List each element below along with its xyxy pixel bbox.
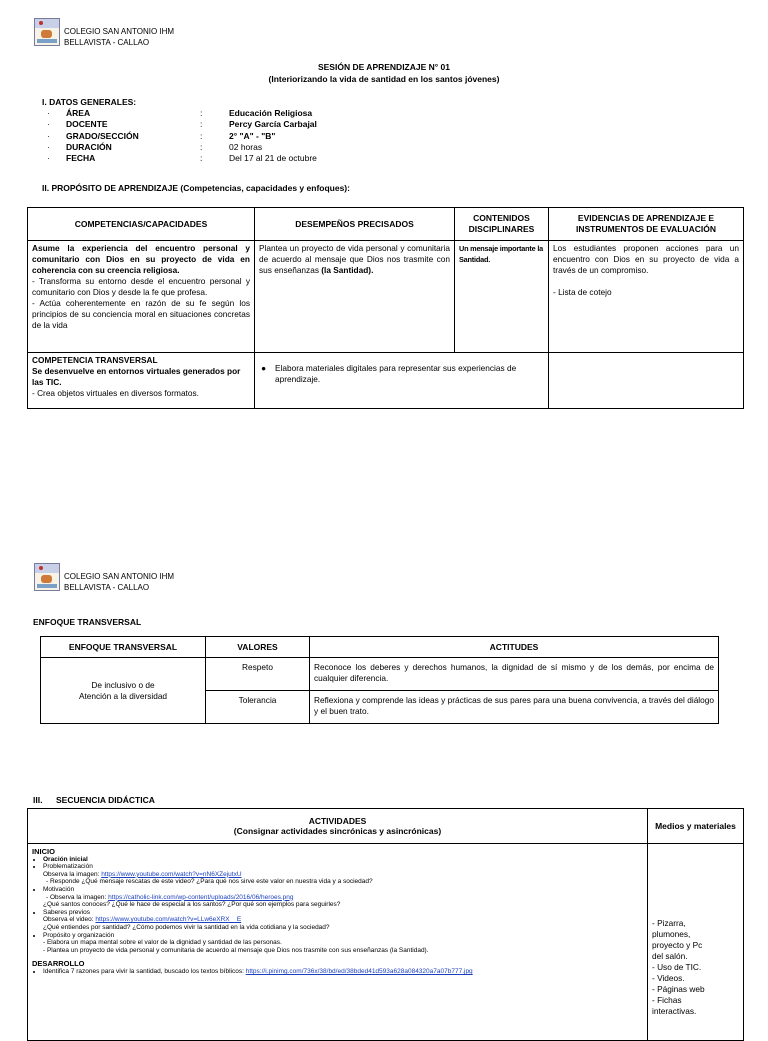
general-data-list xyxy=(47,108,447,164)
phase-desarrollo: DESARROLLO xyxy=(32,959,85,969)
enfoque-heading: ENFOQUE TRANSVERSAL xyxy=(33,617,142,627)
attitude-cell: Reflexiona y comprende las ideas y prácticas de sus pares para una buena convivencia, a través del diálogo y el buen trato. xyxy=(310,691,719,724)
general-value: Del 17 al 21 de octubre xyxy=(229,153,317,164)
general-colon: : xyxy=(200,108,203,118)
competency-text: Asume la experiencia del encuentro personal y comunitario con Dios en su proyecto de vida en coherencia con su creencia religiosa. xyxy=(32,243,250,275)
instrument-text: - Lista de cotejo xyxy=(553,287,612,297)
header-competencies: COMPETENCIAS/CAPACIDADES xyxy=(28,208,255,241)
transversal-competency: Se desenvuelve en entornos virtuales generados por las TIC. xyxy=(32,366,241,387)
general-label: ÁREA xyxy=(66,108,91,118)
list-item xyxy=(43,886,643,909)
transversal-performance: Elabora materiales digitales para representar sus experiencias de aprendizaje. xyxy=(275,363,517,384)
transversal-competency-cell xyxy=(28,353,255,409)
enfoque-name-cell xyxy=(41,658,206,724)
image-link[interactable]: https://catholic-link.com/wp-content/uploads/2016/06/heroes.png xyxy=(108,893,294,901)
attitude-cell: Reconoce los deberes y derechos humanos, la dignidad de sí mismo y de los demás, por encima de cualquier diferencia. xyxy=(310,658,719,691)
list-item xyxy=(43,968,643,976)
desarrollo-list xyxy=(32,968,643,976)
general-row xyxy=(47,108,447,119)
general-label: GRADO/SECCIÓN xyxy=(66,130,139,141)
list-item xyxy=(43,909,643,932)
school-logo xyxy=(34,563,60,591)
table-row xyxy=(28,241,744,353)
list-item: • Oración inicial xyxy=(43,856,643,864)
media-item: del salón. xyxy=(652,951,688,961)
session-title: SESIÓN DE APRENDIZAJE N° 01 xyxy=(317,62,451,72)
transversal-performance-cell xyxy=(255,353,549,409)
general-row xyxy=(47,142,447,153)
value-cell: Respeto xyxy=(206,658,310,691)
item-title: • Propósito y organización xyxy=(43,931,115,939)
table-header-row xyxy=(28,208,744,241)
item-text: Identifica 7 razones para vivir la santidad, buscado los textos bíblicos: xyxy=(43,967,244,975)
activities-cell xyxy=(28,844,648,1041)
general-value: 2° "A" - "B" xyxy=(229,130,276,141)
general-colon: : xyxy=(200,119,203,130)
media-item: interactivas. xyxy=(652,1006,697,1016)
header-contents: CONTENIDOS DISCIPLINARES xyxy=(455,208,549,241)
header-performances: DESEMPEÑOS PRECISADOS xyxy=(255,208,455,241)
table-header-row xyxy=(41,637,719,658)
bullet: · xyxy=(47,141,50,152)
image-link[interactable]: https://i.pinimg.com/736x/38/bd/ed/38bded41d593a628a084320a7a07b777.jpg xyxy=(245,967,473,975)
bullet: · xyxy=(47,153,50,164)
table-header-row xyxy=(28,809,744,844)
performance-bold: (la Santidad). xyxy=(321,265,374,275)
sequence-table xyxy=(27,808,744,1041)
general-row xyxy=(47,119,447,130)
general-label: FECHA xyxy=(66,153,96,164)
inicio-list xyxy=(32,856,643,955)
general-value: Percy García Carbajal xyxy=(229,119,317,130)
header-media: Medios y materiales xyxy=(648,809,744,844)
transversal-capacity: - Crea objetos virtuales en diversos formatos. xyxy=(32,388,199,398)
item-line: - Responde ¿Qué mensaje rescatas de este video? ¿Para qué nos sirve este valor en nuestra vida y a sociedad? xyxy=(46,878,373,886)
school-location: BELLAVISTA - CALLAO xyxy=(64,583,150,592)
item-text: Observa el video: xyxy=(43,916,94,924)
sequence-heading-num: III. xyxy=(33,795,43,805)
transversal-performance-item xyxy=(259,363,544,385)
school-location: BELLAVISTA - CALLAO xyxy=(64,38,150,47)
general-label: DOCENTE xyxy=(66,119,108,130)
media-item: plumones, xyxy=(652,929,691,939)
item-line: - Plantea un proyecto de vida personal y comunitaria de acuerdo al mensaje que Dios nos trasmite con sus enseñanzas (la Santidad). xyxy=(43,946,429,954)
item-line: ¿Qué entiendes por santidad? ¿Cómo podemos vivir la santidad en la vida cotidiana y la sociedad? xyxy=(43,923,330,931)
bullet: ● xyxy=(261,363,267,373)
general-row xyxy=(47,153,447,164)
enfoque-name-line: De inclusivo o de xyxy=(91,679,155,690)
item-title: • Saberes previos xyxy=(43,908,90,916)
table-row xyxy=(28,844,744,1041)
item-title: • Motivación xyxy=(43,885,75,893)
general-colon: : xyxy=(200,141,203,152)
media-item: - Uso de TIC. xyxy=(652,962,702,972)
session-subtitle: (Interiorizando la vida de santidad en los santos jóvenes) xyxy=(268,74,500,84)
header-attitudes: ACTITUDES xyxy=(310,637,719,658)
header-evidences: EVIDENCIAS DE APRENDIZAJE E INSTRUMENTOS DE EVALUACIÓN xyxy=(549,208,744,241)
item-title: • Problematización xyxy=(43,863,93,871)
header-activities-title: ACTIVIDADES xyxy=(308,816,367,826)
general-heading: I. DATOS GENERALES: xyxy=(42,97,137,107)
general-colon: : xyxy=(200,130,203,141)
header-activities xyxy=(28,809,648,844)
general-row xyxy=(47,131,447,142)
evidence-text: Los estudiantes proponen acciones para un encuentro con Dios en su proyecto de vida a través de un compromiso. xyxy=(553,243,739,275)
bullet: · xyxy=(47,130,50,141)
list-item xyxy=(43,932,643,955)
media-item: - Pizarra, xyxy=(652,918,686,928)
performance-text: Plantea un proyecto de vida personal y comunitaria de acuerdo al mensaje que Dios nos trasmite con sus enseñanzas xyxy=(259,243,450,275)
item-text: - Observa la imagen: xyxy=(46,893,107,901)
item-line: - Elabora un mapa mental sobre el valor de la dignidad y santidad de las personas. xyxy=(43,939,282,947)
general-value: Educación Religiosa xyxy=(229,108,313,118)
general-label: DURACIÓN xyxy=(66,141,112,152)
header-values: VALORES xyxy=(206,637,310,658)
media-item: - Páginas web xyxy=(652,984,705,994)
table-row xyxy=(41,658,719,691)
performance-cell xyxy=(255,241,455,353)
media-item: - Videos. xyxy=(652,973,685,983)
competency-cell xyxy=(28,241,255,353)
school-name: COLEGIO SAN ANTONIO IHM xyxy=(64,27,175,36)
video-link[interactable]: https://www.youtube.com/watch?v=nN6XZejutxU xyxy=(101,870,242,878)
capacity-item: - Actúa coherentemente en razón de su fe según los principios de su conciencia moral en situaciones concretas de la vida xyxy=(32,298,250,330)
item-line xyxy=(43,916,643,924)
item-line xyxy=(43,894,643,902)
media-cell xyxy=(648,844,744,1041)
media-item: - Fichas xyxy=(652,995,682,1005)
item-line xyxy=(43,871,643,879)
video-link[interactable]: https://www.youtube.com/watch?v=LLw6eXRX__E xyxy=(95,916,242,924)
sequence-heading: SECUENCIA DIDÁCTICA xyxy=(56,795,155,805)
header-activities-sub: (Consignar actividades sincrónicas y asincrónicas) xyxy=(233,826,442,836)
empty-cell xyxy=(549,353,744,409)
table-row xyxy=(28,353,744,409)
purpose-heading: II. PROPÓSITO DE APRENDIZAJE (Competencias, capacidades y enfoques): xyxy=(42,183,350,193)
school-logo xyxy=(34,18,60,46)
enfoque-table xyxy=(40,636,719,724)
phase-inicio: INICIO xyxy=(32,847,55,856)
bullet: · xyxy=(47,108,50,118)
media-item: proyecto y Pc xyxy=(652,940,703,950)
item-line: ¿Qué santos conoces? ¿Qué le hace de especial a los santos? ¿Por qué son ejemplos para seguirles? xyxy=(43,901,341,909)
content-text: Un mensaje importante la Santidad. xyxy=(459,244,544,264)
school-name: COLEGIO SAN ANTONIO IHM xyxy=(64,572,175,581)
value-cell: Tolerancia xyxy=(206,691,310,724)
capacity-item: - Transforma su entorno desde el encuentro personal y comunitario con Dios y desde la fe que profesa. xyxy=(32,276,250,297)
enfoque-name-line: Atención a la diversidad xyxy=(78,690,168,701)
general-value: 02 horas xyxy=(229,141,263,152)
content-cell xyxy=(455,241,549,353)
item-text: Observa la imagen: xyxy=(43,870,100,878)
transversal-title: COMPETENCIA TRANSVERSAL xyxy=(32,355,158,365)
evidence-cell xyxy=(549,241,744,353)
header-enfoque: ENFOQUE TRANSVERSAL xyxy=(41,637,206,658)
general-colon: : xyxy=(200,153,203,164)
list-item xyxy=(43,863,643,886)
bullet: · xyxy=(47,119,50,130)
competencies-table xyxy=(27,207,744,409)
